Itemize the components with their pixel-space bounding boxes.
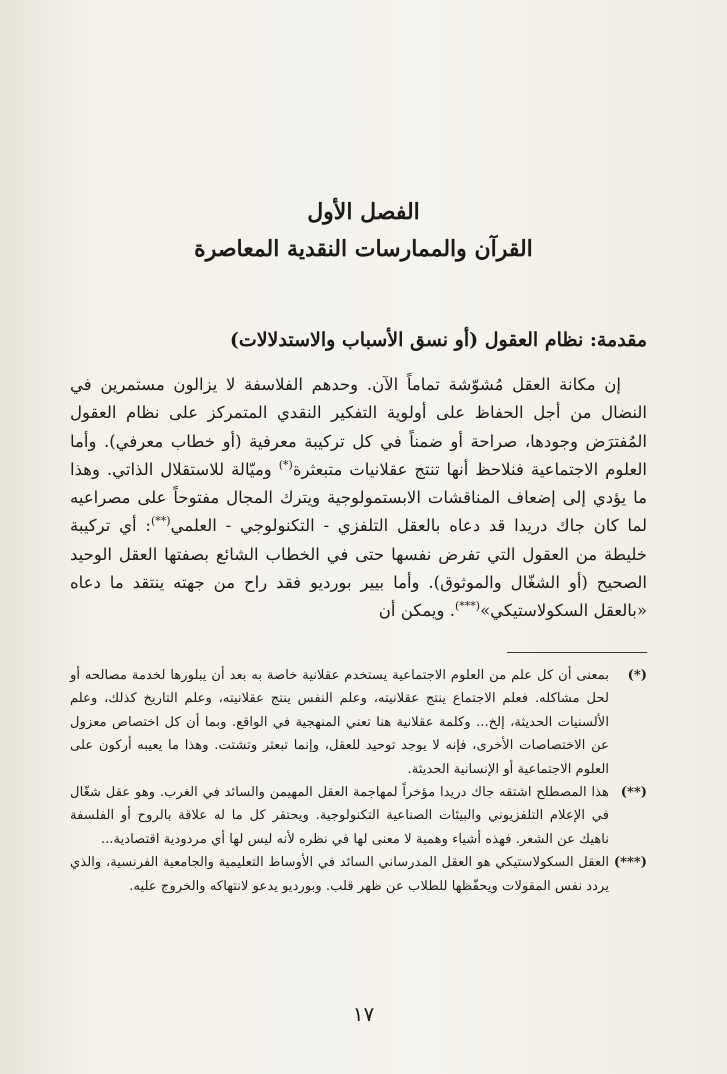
- footnote-marker: (**): [620, 785, 647, 801]
- body-text: [70, 371, 647, 626]
- body-text-part-2: وميّالة للاستقلال الذاتي. وهذا ما يؤدي إلى إضعاف المناقشات الابستمولوجية ويترك المجال مفتوحاً على مصراعيه لما كان جاك دريدا قد دعاه بالعقل التلفزي - التكنولوجي - العلمي: [70, 459, 648, 536]
- footnote-text: هذا المصطلح اشتقه جاك دريدا مؤخراً لمهاجمة العقل المهيمن والسائد في الغرب. وهو عقل شغّال في الإعلام التلفزيوني والبيئات الصناعية التكنولوجية. ويحتقر كل ما له علاقة بالروح أو الفلسفة ناهيك عن الشعر. فهذه أشياء وهمية لا معنى لها في نظره لأنه ليس لها أي مردودية اقتصادية...: [70, 785, 609, 847]
- footnote-3: [70, 851, 647, 898]
- footnotes: [70, 664, 647, 898]
- footnote-ref-2: (**): [150, 514, 171, 528]
- body-text-part-1: إن مكانة العقل مُشوّشة تماماً الآن. وحدهم الفلاسفة لا يزالون مستمرين في النضال من أجل الحفاظ على أولوية التفكير النقدي المتمركز على نظام العقول المُفترَض وجودها، صراحة أو ضمناً في كل تركيبة معرفية (أو خطاب معرفي). وأما العلوم الاجتماعية فنلاحظ أنها تنتج عقلانيات متبعثرة: [70, 375, 647, 479]
- intro-heading: مقدمة: نظام العقول (أو نسق الأسباب والاستدلالات): [229, 329, 647, 351]
- chapter-title: القرآن والممارسات النقدية المعاصرة: [194, 236, 533, 262]
- chapter-label: الفصل الأول: [307, 199, 420, 225]
- footnote-text: بمعنى أن كل علم من العلوم الاجتماعية يستخدم عقلانية خاصة به بعد أن يبلورها لخدمة مصالحه أو لحل مشاكله. فعلم الاجتماع ينتج عقلانيته، وعلم النفس ينتج عقلانيته، وعلم التاريخ كذلك، وعلم الألسنيات الحديثة، إلخ... وكلمة عقلانية هنا تعني المنهجية في الواقع. وبما أن كل اختصاص معزول عن الاختصاصات الأخرى، فإنه لا يوجد توحيد للعقل، وإنما تبعثر وتشتت. وهذا ما يعيبه أركون على العلوم الاجتماعية أو الإنسانية الحديثة.: [70, 668, 609, 777]
- page-number: ١٧: [352, 1002, 375, 1026]
- body-text-part-3: : أي تركيبة خليطة من العقول التي تفرض نفسها حتى في الخطاب الشائع بصفتها العقل الوحيد الصحيح (أو الشغّال والموثوق). وأما بيير بورديو فقد راح من جهته ينتقد ما دعاه «بالعقل السكولاستيكي»: [70, 516, 647, 621]
- footnote-ref-1: (*): [278, 458, 293, 472]
- chapter-heading: [60, 195, 667, 269]
- footnote-divider: [507, 652, 647, 653]
- footnote-ref-3: (***): [454, 599, 481, 613]
- footnote-2: [70, 781, 647, 851]
- footnote-marker: (*): [627, 668, 647, 683]
- footnote-text: العقل السكولاستيكي هو العقل المدرساني السائد في الأوساط التعليمية والجامعية الفرنسية، والذي يردد نفس المقولات ويحفّظها للطلاب عن ظهر قلب. وبورديو يدعو لانتهاكه والخروج عليه.: [70, 855, 609, 894]
- footnote-marker: (***): [613, 855, 647, 871]
- footnote-1: [70, 664, 647, 781]
- body-text-part-4: . ويمكن أن: [378, 601, 455, 621]
- body-paragraph: [70, 371, 647, 626]
